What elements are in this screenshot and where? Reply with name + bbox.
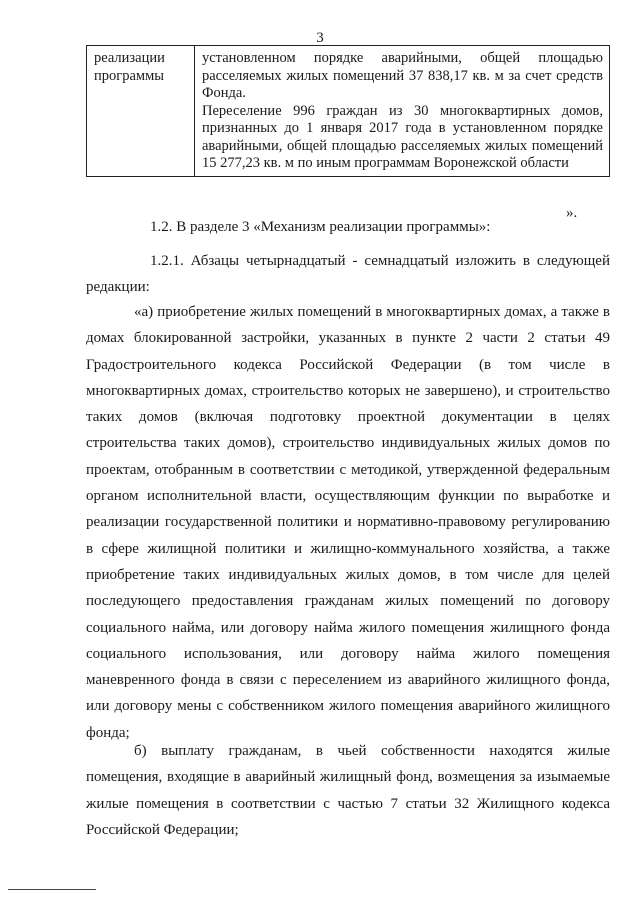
page-number: 3 (316, 30, 324, 46)
paragraph-b: б) выплату гражданам, в чьей собственности находятся жилые помещения, входящие в аварийный жилищный фонд, возмещения за изымаемые жилые помещения в соответствии с частью 7 статьи 32 Жилищного кодекса Российской Федерации; (86, 743, 610, 838)
program-passport-table (86, 45, 610, 177)
closing-quote: ». (566, 205, 578, 221)
paragraph-a: «а) приобретение жилых помещений в многоквартирных домах, а также в домах блокированной застройки, указанных в пункте 2 части 2 статьи 49 Градостроительного кодекса Российской Федерации (в том числе в многоквартирных домах, строительство которых не завершено), и строительство таких домов (включая подготовку проектной документации в целях строительства таких домов), строительство индивидуальных жилых домов по проектам, отобранным в соответствии с методикой, утвержденной федеральным органом исполнительной власти, осуществляющим функции по выработке и реализации государственной политики и нормативно-правовому регулированию в сфере жилищной политики и жилищно-коммунального хозяйства, а также приобретение таких индивидуальных жилых домов, в том числе для целей последующего предоставления гражданам жилых помещений по договору социального найма, или договору найма жилого помещения жилищного фонда социального использования, или договору найма жилого помещения маневренного фонда в связи с переселением из аварийного жилищного фонда, или договору мены с собственником жилого помещения аварийного жилищного фонда; (86, 304, 610, 741)
footer-rule (8, 889, 96, 890)
table-paragraph-resettlement: Переселение 996 граждан из 30 многоквартирных домов, признанных до 1 января 2017 года в установленном порядке аварийными, общей площадью расселяемых жилых помещений 15 277,23 кв. м по иным программам Воронежской области (202, 102, 603, 171)
section-heading: 1.2. В разделе 3 «Механизм реализации программы»: (150, 219, 491, 235)
table-paragraph-funding: установленном порядке аварийными, общей площадью расселяемых жилых помещений 37 838,17 кв. м за счет средств Фонда. (202, 50, 603, 101)
table-value-cell (195, 46, 610, 177)
clause-heading: 1.2.1. Абзацы четырнадцатый - семнадцатый изложить в следующей редакции: (86, 253, 610, 295)
table-row (87, 46, 610, 177)
table-label-cell: реализации программы (87, 46, 195, 177)
